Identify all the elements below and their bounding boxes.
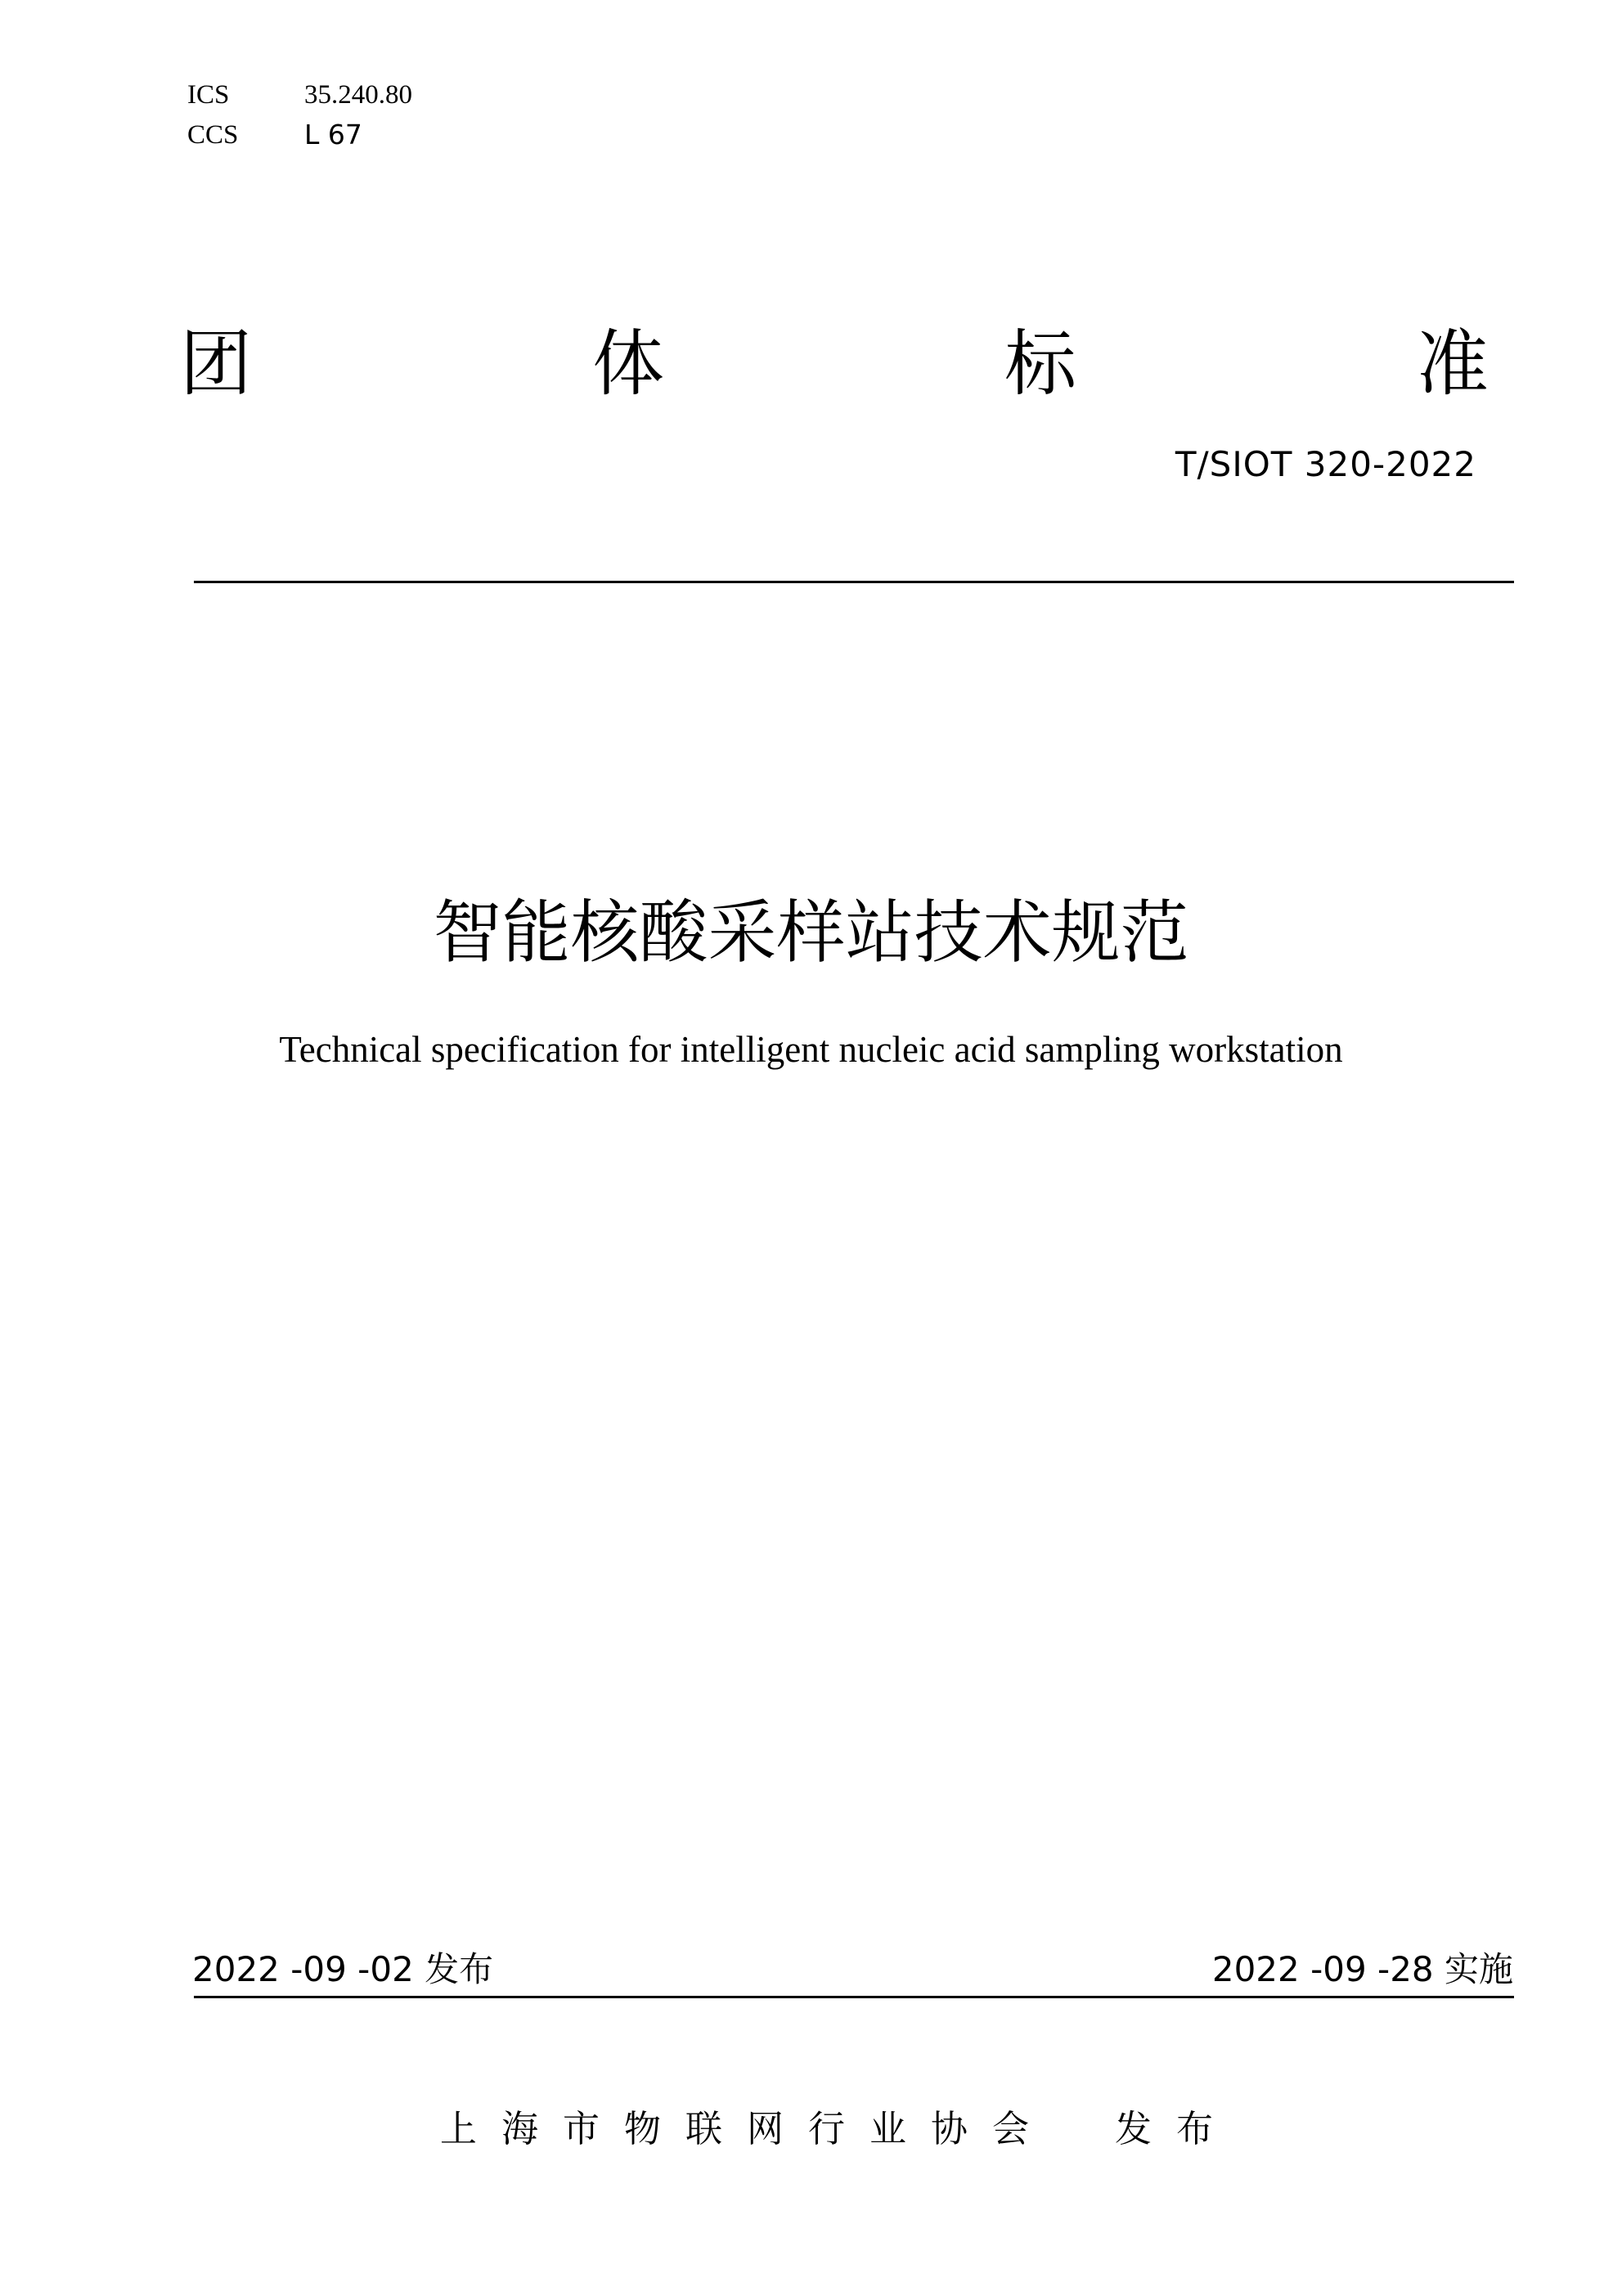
heading-char: 体 <box>591 321 664 406</box>
ccs-label: CCS <box>187 120 239 150</box>
document-title-zh: 智能核酸采样站技术规范 <box>433 892 1189 973</box>
publisher: 上海市物联网行业协会 发布 <box>440 2107 1238 2150</box>
ccs-value: L 67 <box>304 119 362 151</box>
top-divider <box>194 581 1514 583</box>
implement-date: 2022 -09 -28 实施 <box>1211 1949 1513 1989</box>
standard-number: T/SIOT 320-2022 <box>1175 444 1476 484</box>
ics-value: 35.240.80 <box>304 80 412 110</box>
bottom-divider <box>194 1996 1514 1998</box>
document-title-en: Technical specification for intelligent nucleic acid sampling workstation <box>279 1029 1343 1070</box>
heading-char: 准 <box>1416 321 1489 406</box>
publish-date: 2022 -09 -02 发布 <box>192 1949 494 1989</box>
heading-char: 团 <box>180 321 253 406</box>
ics-label: ICS <box>187 80 230 110</box>
standard-type-heading <box>180 311 1489 417</box>
heading-char: 标 <box>1004 321 1076 406</box>
